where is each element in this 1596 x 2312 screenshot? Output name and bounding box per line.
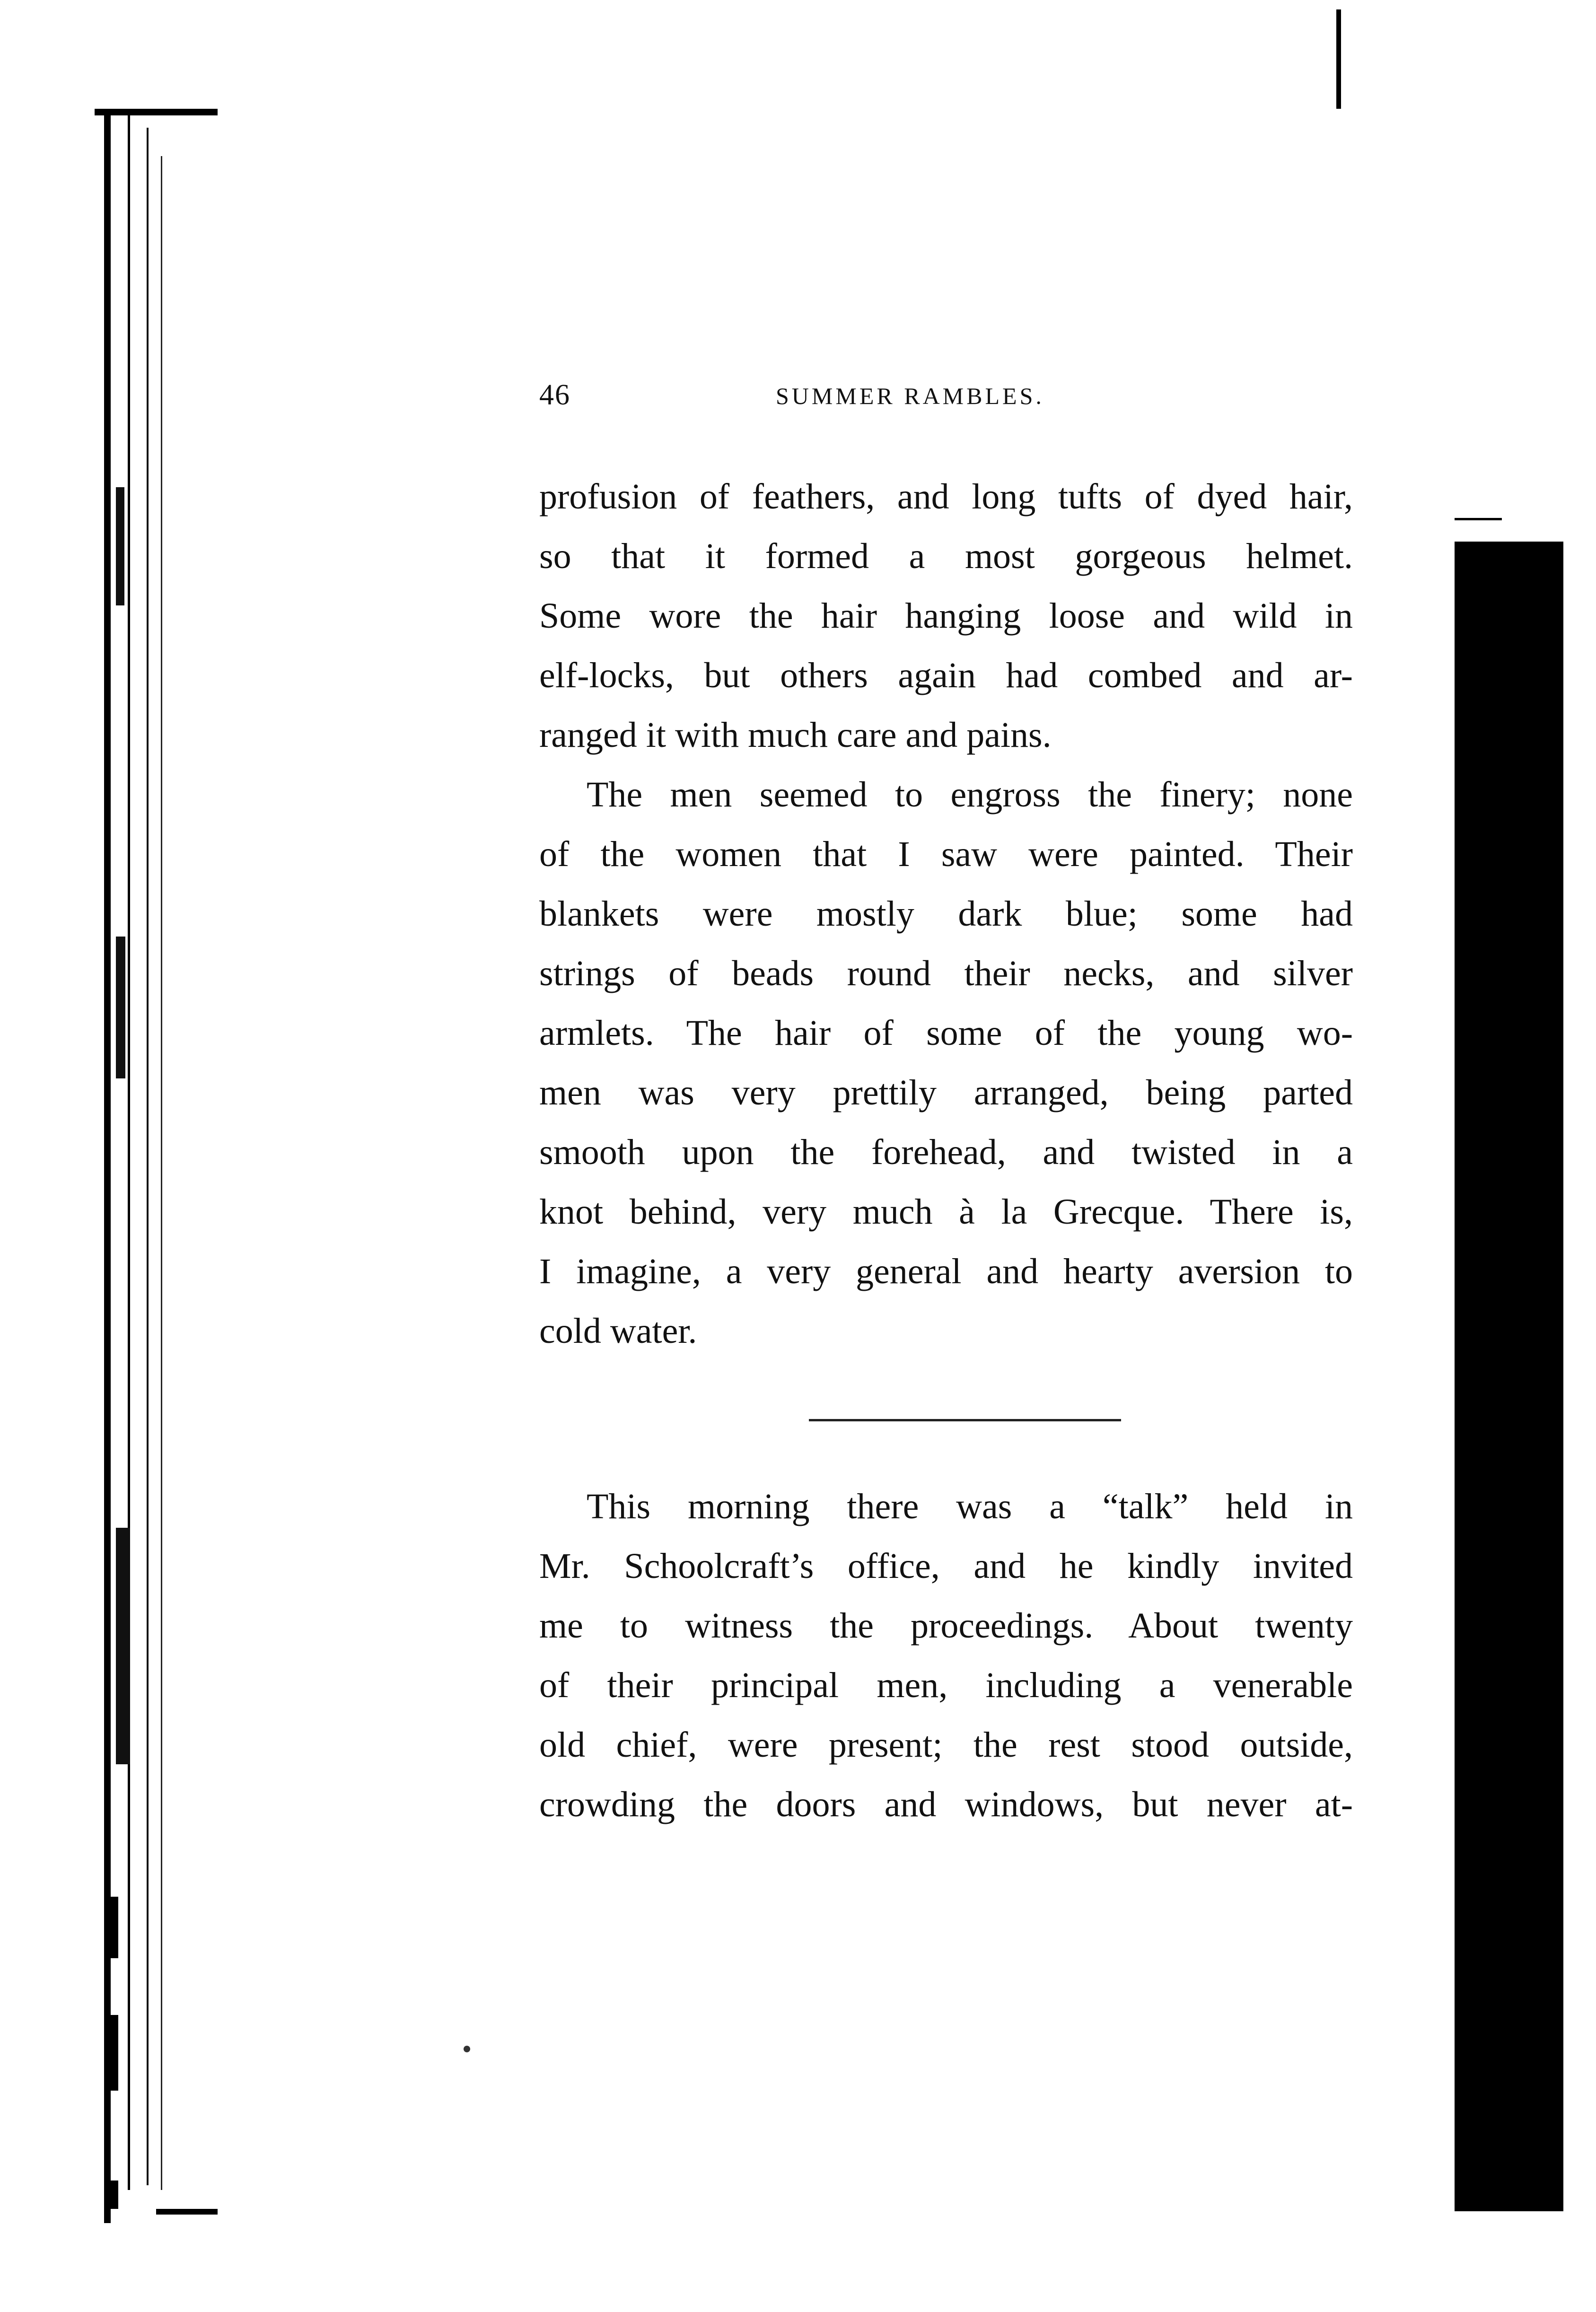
text-line: ranged it with much care and pains. [539, 715, 1052, 755]
text-line: I imagine, a very general and hearty aversion to [539, 1252, 1353, 1291]
text-line: The men seemed to engross the finery; none [587, 775, 1353, 814]
section-divider [809, 1419, 1121, 1421]
text-line: profusion of feathers, and long tufts of dyed hair, [539, 477, 1353, 517]
text-line: so that it formed a most gorgeous helmet. [539, 536, 1353, 576]
text-line: strings of beads round their necks, and silver [539, 954, 1353, 993]
text-line: Mr. Schoolcraft’s office, and he kindly invited [539, 1546, 1353, 1586]
text-line: elf-locks, but others again had combed and ar- [539, 656, 1353, 695]
text-line: men was very prettily arranged, being parted [539, 1073, 1353, 1112]
text-line: me to witness the proceedings. About twenty [539, 1606, 1353, 1646]
text-line: cold water. [539, 1311, 697, 1351]
text-line: This morning there was a “talk” held in [587, 1487, 1353, 1526]
scan-edge-mark [1336, 9, 1341, 109]
text-line: crowding the doors and windows, but never at- [539, 1785, 1353, 1824]
text-line: armlets. The hair of some of the young wo- [539, 1013, 1353, 1053]
text-line: blankets were mostly dark blue; some had [539, 894, 1353, 934]
scan-dark-edge [1455, 542, 1563, 2211]
scan-edge-tick [1455, 518, 1502, 520]
ink-speck [464, 2046, 470, 2052]
text-line: smooth upon the forehead, and twisted in a [539, 1132, 1353, 1172]
text-line: knot behind, very much à la Grecque. There is, [539, 1192, 1353, 1232]
text-line: of the women that I saw were painted. Their [539, 834, 1353, 874]
text-line: of their principal men, including a venerable [539, 1665, 1353, 1705]
book-binding-edge [95, 109, 218, 2223]
page-header [539, 378, 1353, 421]
text-line: old chief, were present; the rest stood outside, [539, 1725, 1353, 1765]
page-number: 46 [539, 379, 570, 411]
running-title: SUMMER RAMBLES. [776, 383, 1044, 409]
text-line: Some wore the hair hanging loose and wild in [539, 596, 1353, 636]
